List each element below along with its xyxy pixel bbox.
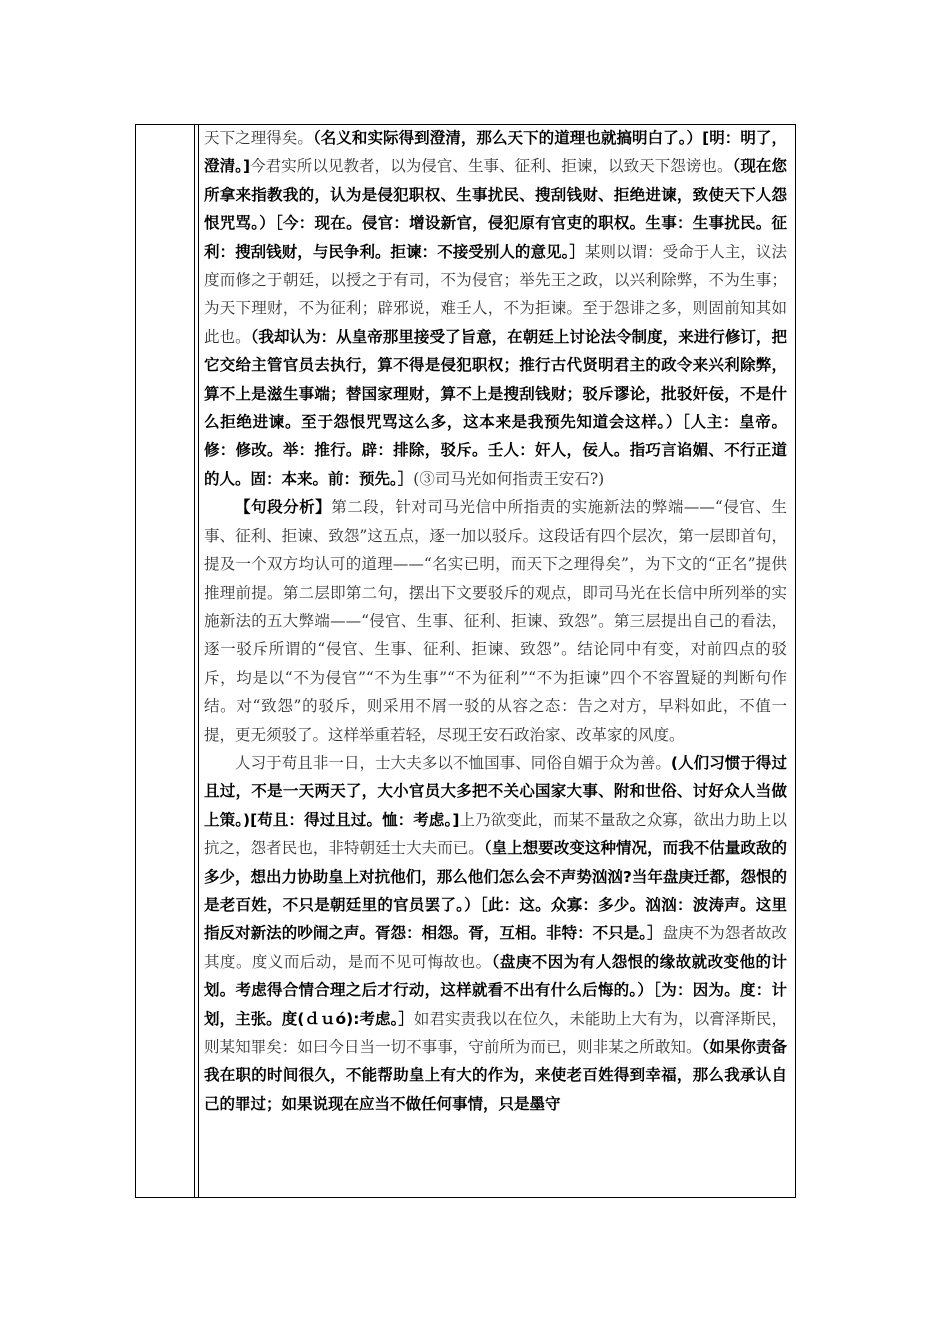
translation-annotation: （如果你责备我在职的时间很久，不能帮助皇上有大的作为，来使老百姓得到幸福，那么我承认自己的罪过；如果说现在应当不做任何事情，只是墨守 [204, 1038, 787, 1113]
original-text: 第二段，针对司马光信中所指责的实施新法的弊端——“侵官、生事、征利、拒谏、致怨”这五点，逐一加以驳斥。这段话有四个层次，第一层即首句，提及一个双方均认可的道理——“名实已明，而天下之理得矣”，为下文的“正名”提供推理前提。第二层即第二句，摆出下文要驳斥的观点，即司马光在长信中所列举的实施新法的五大弊端——“侵官、生事、征利、拒谏、致怨”。第三层提出自己的看法，逐一驳斥所谓的“侵官、生事、征利、拒谏、致怨”。结论同中有变，对前四点的驳斥，均是以“不为侵官”“不为生事”“不为征利”“不为拒谏”四个不容置疑的判断句作结。对“致怨”的驳斥，则采用不屑一驳的从容之态：告之对方，早料如此，不值一提，更无须驳了。这样举重若轻，尽现王安石政治家、改革家的风度。 [204, 498, 787, 744]
original-text: (③司马光如何指责王安石?) [413, 469, 605, 488]
paragraph [204, 124, 787, 493]
original-text: 某则以谓：受命于人主，议法度而修之于朝廷，以授之于有司，不为侵官；举先王之政，以兴利除弊，不为生事；为天下理财，不为征利；辟邪说，难壬人，不为拒谏。至于怨诽之多，则固前知其如此也。 [204, 242, 787, 346]
paragraph [204, 493, 787, 749]
original-text: 人习于苟且非一日，士大夫多以不恤国事、同俗自媚于众为善。 [235, 753, 671, 772]
translation-annotation: (人们习惯于得过且过，不是一天两天了，大小官员大多把不关心国家大事、附和世俗、讨好众人当做上策。)[苟且：得过且过。恤：考虑。] [204, 753, 787, 829]
table-frame [135, 124, 796, 1198]
column-divider [198, 125, 199, 1197]
translation-annotation: （盘庚不因为有人怨恨的缘故就改变他的计划。考虑得合情合理之后才行动，这样就看不出有什么后悔的。）［为：因为。度：计划，主张。度(ｄｕó):考虑。］ [204, 952, 787, 1028]
original-text: 上乃欲变此，而某不量敌之众寡，欲出力助上以抗之，怨者民也，非特朝廷士大夫而已。 [204, 810, 787, 858]
translation-annotation: （皇上想要改变这种情况，而我不估量政敌的多少，想出力协助皇上对抗他们，那么他们怎么会不声势汹汹?当年盘庚迁都，怨恨的是老百姓，不只是朝廷里的官员罢了。）［此：这。众寡：多少。汹汹：波涛声。这里指反对新法的吵闹之声。胥怨：相怨。胥，互相。非特：不只是。］ [204, 839, 787, 943]
translation-annotation: （现在您所拿来指教我的，认为是侵犯职权、生事扰民、搜刮钱财、拒绝进谏，致使天下人怨恨咒骂。）［今：现在。侵官：增设新官，侵犯原有官吏的职权。生事：生事扰民。征利：搜刮钱财，与民争利。拒谏：不接受别人的意见。］ [204, 157, 787, 261]
original-text: 天下之理得矣。 [204, 129, 313, 147]
paragraph [204, 749, 787, 1118]
text-content [204, 124, 787, 1197]
original-text: 盘庚不为怨者故改其度。度义而后动，是而不见可悔故也。 [204, 924, 787, 971]
left-column [136, 125, 195, 1197]
translation-annotation: 【句段分析】 [235, 498, 332, 517]
original-text: 今君实所以见教者，以为侵官、生事、征利、拒谏，以致天下怨谤也。 [250, 157, 733, 176]
translation-annotation: （名义和实际得到澄清，那么天下的道理也就搞明白了。）[明：明了，澄清。] [204, 129, 787, 176]
translation-annotation: （我却认为：从皇帝那里接受了旨意，在朝廷上讨论法令制度，来进行修订，把它交给主管官员去执行，算不得是侵犯职权；推行古代贤明君主的政令来兴利除弊，算不上是滋生事端；替国家理财，算不上是搜刮钱财；驳斥谬论，批驳奸佞，不是什么拒绝进谏。至于怨恨咒骂这么多，这本来是我预先知道会这样。）［人主：皇帝。修：修改。举：推行。辟：排除，驳斥。壬人：奸人，佞人。指巧言谄媚、不行正道的人。固：本来。前：预先。］ [204, 327, 787, 488]
original-text: 如君实责我以在位久，未能助上大有为，以膏泽斯民，则某知罪矣：如曰今日当一切不事事，守前所为而已，则非某之所敢知。 [204, 1009, 787, 1056]
